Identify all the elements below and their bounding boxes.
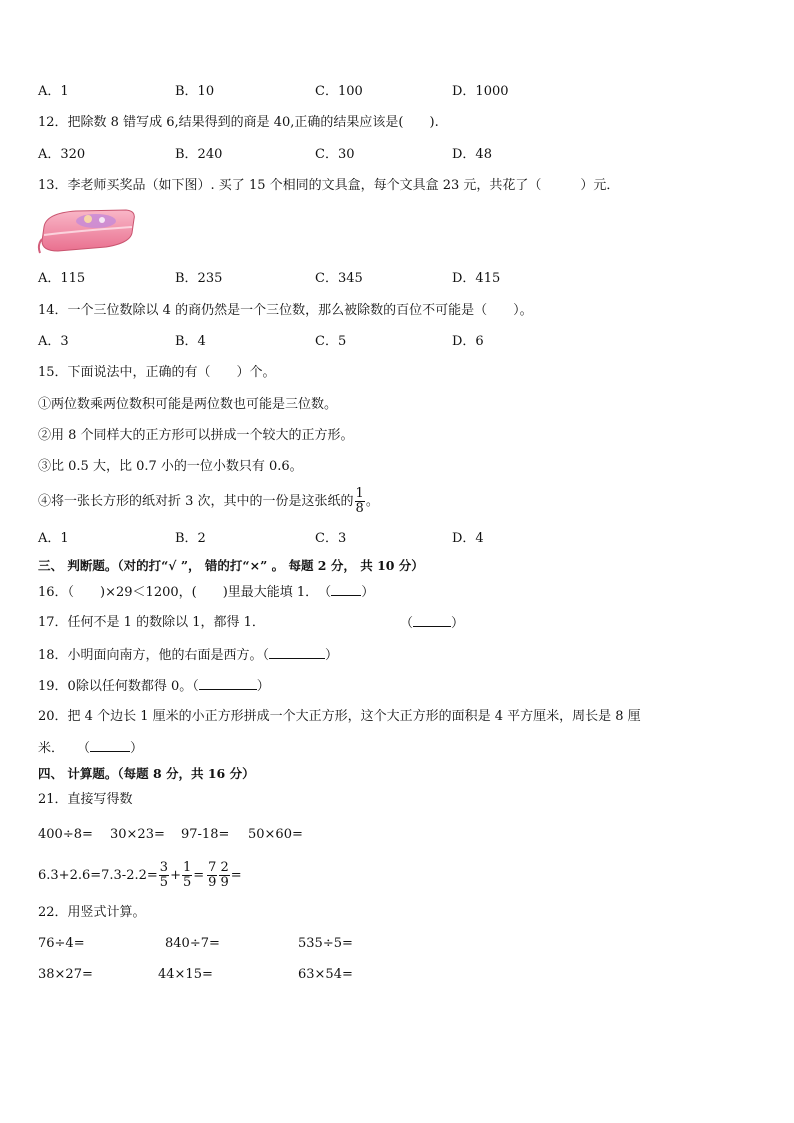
fraction-denominator: 9 bbox=[220, 875, 229, 890]
q15-statement-4-end: 。 bbox=[365, 494, 379, 509]
q19-close-paren: ） bbox=[256, 679, 270, 694]
q21-row-2-text: 6.3+2.6=7.3-2.2= bbox=[38, 868, 158, 883]
q21-item-1: 400÷8= bbox=[38, 827, 93, 842]
q20-text-line2: 米． （ bbox=[38, 741, 91, 756]
q13-text: 13．李老师买奖品（如下图）. 买了 15 个相同的文具盒，每个文具盒 23 元，共花了（ ）元． bbox=[38, 178, 620, 193]
q21-item-3: 97-18= bbox=[181, 827, 230, 842]
q13-option-d: D．415 bbox=[452, 271, 501, 286]
fraction-three-fifths bbox=[159, 861, 169, 890]
pencil-case-image bbox=[36, 205, 140, 257]
q15-option-b: B．2 bbox=[175, 531, 206, 546]
q15-text: 15．下面说法中，正确的有（ ）个。 bbox=[38, 365, 276, 380]
fraction-numerator: 7 bbox=[208, 860, 217, 875]
q16-answer-blank[interactable] bbox=[331, 583, 361, 596]
fraction-denominator: 8 bbox=[355, 501, 364, 516]
q15-option-d: D．4 bbox=[452, 531, 484, 546]
q15-option-a: A．1 bbox=[38, 531, 69, 546]
q19-text: 19．0除以任何数都得 0。（ bbox=[38, 679, 199, 694]
fraction-numerator: 1 bbox=[355, 486, 364, 501]
q22-item-5: 44×15= bbox=[158, 967, 213, 982]
q19-line bbox=[38, 677, 270, 696]
q17-answer-blank[interactable] bbox=[413, 614, 451, 627]
q11-option-b: B．10 bbox=[175, 84, 215, 99]
q19-answer-blank[interactable] bbox=[199, 677, 257, 690]
plus-sign: + bbox=[170, 868, 181, 883]
q18-close-paren: ） bbox=[325, 648, 339, 663]
q14-text: 14．一个三位数除以 4 的商仍然是一个三位数，那么被除数的百位不可能是（ ）。 bbox=[38, 303, 533, 318]
q22-item-3: 535÷5= bbox=[298, 936, 353, 951]
q15-statement-4 bbox=[38, 484, 379, 520]
q18-line bbox=[38, 646, 338, 665]
equals-sign: = bbox=[193, 868, 205, 883]
q11-option-d: D．1000 bbox=[452, 84, 509, 99]
q21-text: 21．直接写得数 bbox=[38, 792, 133, 807]
q20-answer-blank[interactable] bbox=[90, 739, 130, 752]
q22-text: 22．用竖式计算。 bbox=[38, 905, 146, 920]
fraction-numerator: 1 bbox=[182, 860, 192, 875]
q20-line2 bbox=[38, 739, 143, 758]
q12-option-b: B．240 bbox=[175, 147, 223, 162]
q12-option-d: D．48 bbox=[452, 147, 492, 162]
q20-close-paren: ） bbox=[130, 741, 144, 756]
q22-item-6: 63×54= bbox=[298, 967, 353, 982]
fraction-denominator: 5 bbox=[182, 875, 192, 890]
fraction-denominator: 5 bbox=[159, 875, 169, 890]
q14-option-c: C．5 bbox=[315, 334, 347, 349]
q15-statement-1: ①两位数乘两位数积可能是两位数也可能是三位数。 bbox=[38, 397, 338, 412]
equals-sign-2: = bbox=[230, 868, 242, 883]
q15-option-c: C．3 bbox=[315, 531, 347, 546]
fraction-denominator: 9 bbox=[208, 875, 217, 890]
q22-item-1: 76÷4= bbox=[38, 936, 85, 951]
q13-option-a: A．115 bbox=[38, 271, 86, 286]
q11-option-a: A．1 bbox=[38, 84, 69, 99]
q14-option-a: A．3 bbox=[38, 334, 69, 349]
q17-answer bbox=[400, 614, 464, 633]
q21-item-2: 30×23= bbox=[110, 827, 165, 842]
q20-text-line1: 20．把 4 个边长 1 厘米的小正方形拼成一个大正方形，这个大正方形的面积是 4 平方厘米，周长是 8 厘 bbox=[38, 709, 641, 724]
fraction-one-fifth bbox=[182, 861, 192, 890]
section-3-heading: 三、 判断题。（对的打“√ ”， 错的打“×” 。 每题 2 分， 共 10 分） bbox=[38, 558, 424, 573]
q16-line bbox=[38, 583, 374, 602]
q12-option-c: C．30 bbox=[315, 147, 355, 162]
q13-option-c: C．345 bbox=[315, 271, 363, 286]
q17-open-paren: （ bbox=[400, 616, 414, 631]
q15-statement-4-text: ④将一张长方形的纸对折 3 次，其中的一份是这张纸的 bbox=[38, 494, 354, 509]
q22-item-2: 840÷7= bbox=[165, 936, 220, 951]
q22-item-4: 38×27= bbox=[38, 967, 93, 982]
q18-text: 18．小明面向南方，他的右面是西方。（ bbox=[38, 648, 270, 663]
fraction-numerator: 2 bbox=[220, 860, 229, 875]
q11-option-c: C．100 bbox=[315, 84, 363, 99]
q15-statement-3: ③比 0.5 大，比 0.7 小的一位小数只有 0.6。 bbox=[38, 459, 303, 474]
q12-option-a: A．320 bbox=[38, 147, 86, 162]
q14-option-d: D．6 bbox=[452, 334, 484, 349]
q14-option-b: B．4 bbox=[175, 334, 206, 349]
fraction-numerator: 3 bbox=[159, 860, 169, 875]
q17-text: 17．任何不是 1 的数除以 1，都得 1． bbox=[38, 615, 265, 630]
q17-close-paren: ） bbox=[451, 616, 465, 631]
q13-option-b: B．235 bbox=[175, 271, 223, 286]
q16-text: 16．（ )×29＜1200，( )里最大能填 1． （ bbox=[38, 585, 332, 600]
q16-close-paren: ） bbox=[361, 585, 375, 600]
section-4-heading: 四、 计算题。（每题 8 分，共 16 分） bbox=[38, 766, 255, 781]
fraction-seven-ninths bbox=[207, 861, 217, 890]
q21-row-2 bbox=[38, 858, 242, 894]
q15-statement-2: ②用 8 个同样大的正方形可以拼成一个较大的正方形。 bbox=[38, 428, 354, 443]
q12-text: 12．把除数 8 错写成 6,结果得到的商是 40,正确的结果应该是( ). bbox=[38, 115, 439, 130]
q18-answer-blank[interactable] bbox=[269, 646, 325, 659]
fraction-two-ninths bbox=[219, 861, 229, 890]
q21-item-4: 50×60= bbox=[248, 827, 303, 842]
fraction-one-eighth bbox=[355, 487, 365, 516]
